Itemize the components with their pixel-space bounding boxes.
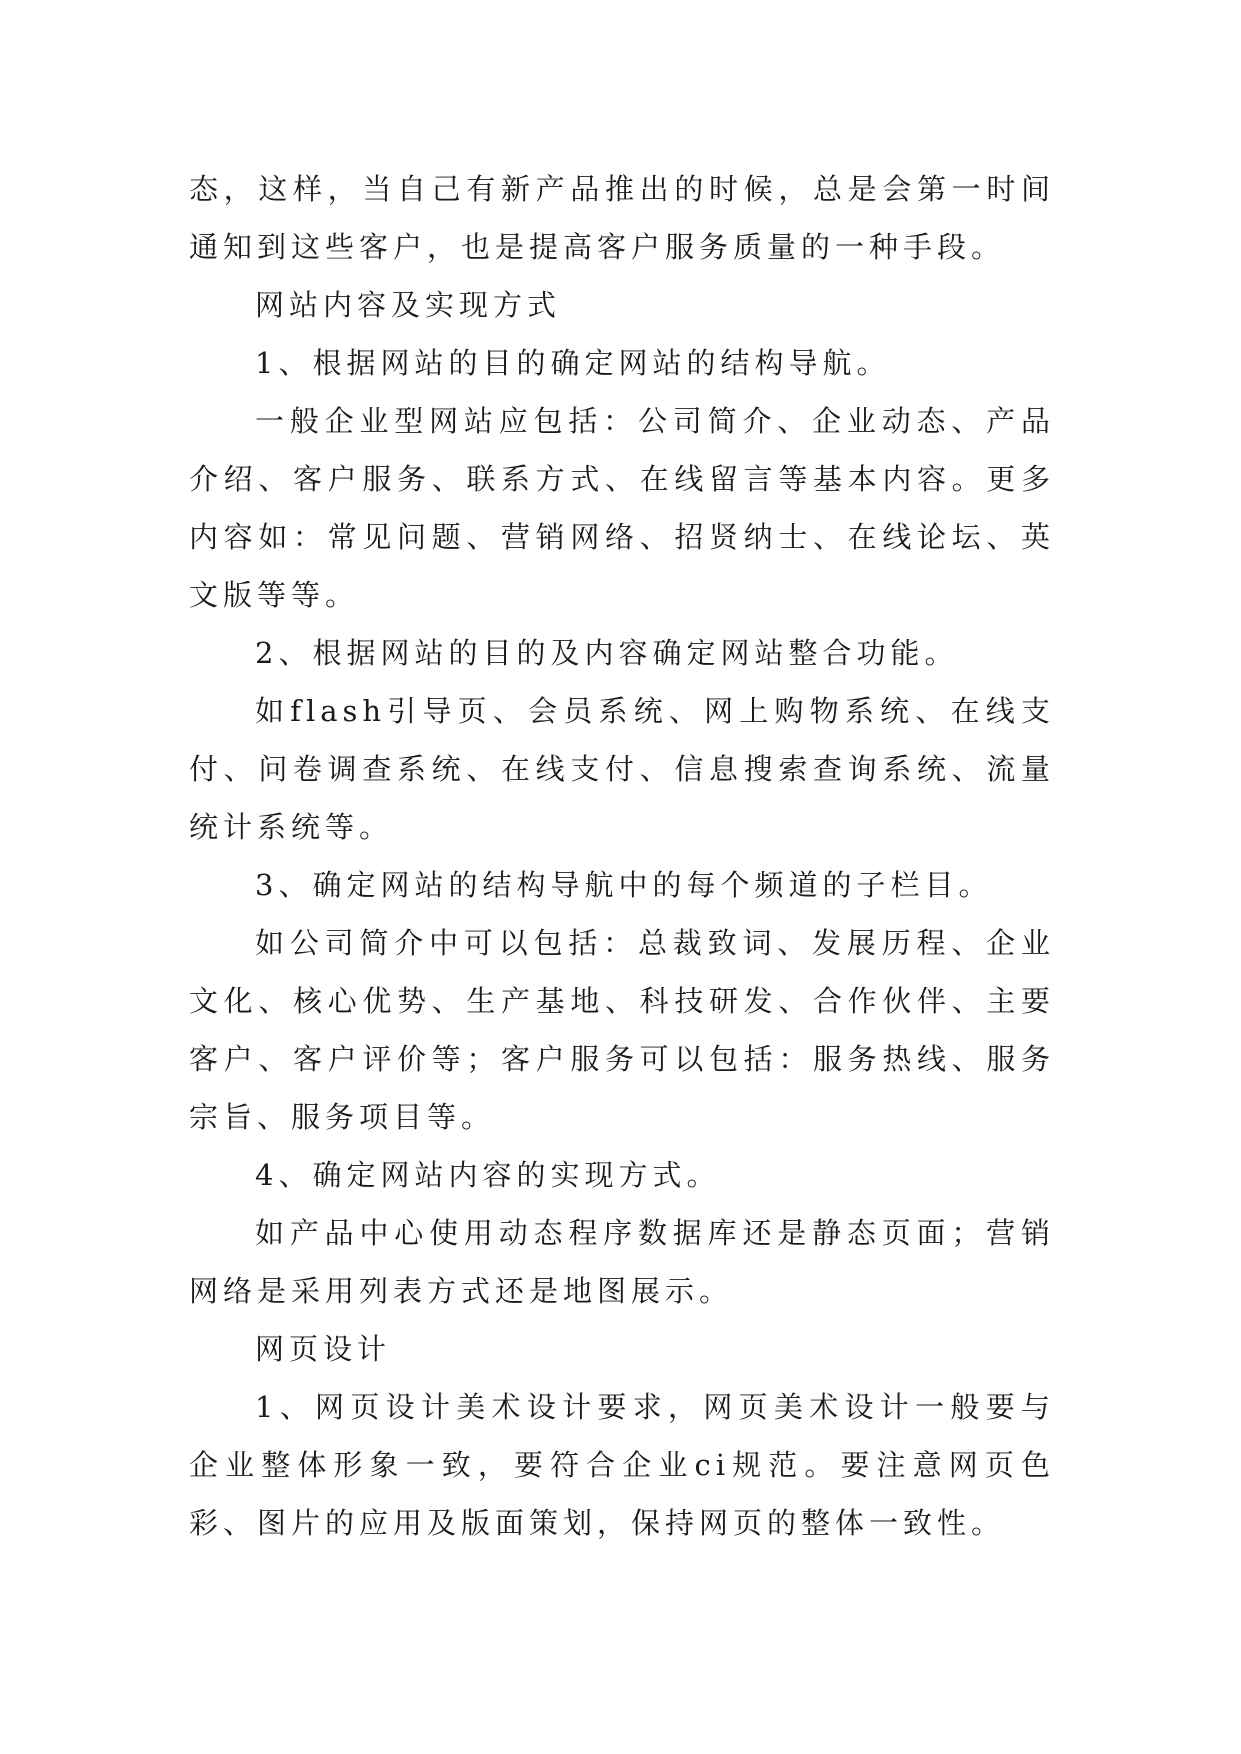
- document-body: [189, 160, 1055, 1552]
- paragraph-1: 态，这样，当自己有新产品推出的时候，总是会第一时间通知到这些客户，也是提高客户服务质量的一种手段。: [189, 172, 1055, 264]
- list-item-4-implementation: 4、确定网站内容的实现方式。: [255, 1158, 721, 1192]
- paragraph-sub-column-examples: 如公司简介中可以包括：总裁致词、发展历程、企业文化、核心优势、生产基地、科技研发、合作伙伴、主要客户、客户评价等；客户服务可以包括：服务热线、服务宗旨、服务项目等。: [189, 926, 1055, 1134]
- list-item-1-art-design: 1、网页设计美术设计要求，网页美术设计一般要与企业整体形象一致，要符合企业ci规范。要注意网页色彩、图片的应用及版面策划，保持网页的整体一致性。: [189, 1390, 1055, 1540]
- list-item-3-sub-columns: 3、确定网站的结构导航中的每个频道的子栏目。: [255, 868, 993, 902]
- paragraph-enterprise-site-contents: 一般企业型网站应包括：公司简介、企业动态、产品介绍、客户服务、联系方式、在线留言等基本内容。更多内容如：常见问题、营销网络、招贤纳士、在线论坛、英文版等等。: [189, 404, 1055, 612]
- paragraph-implementation-examples: 如产品中心使用动态程序数据库还是静态页面；营销网络是采用列表方式还是地图展示。: [189, 1216, 1055, 1308]
- section-heading-website-content: 网站内容及实现方式: [255, 288, 562, 322]
- section-heading-web-design: 网页设计: [255, 1332, 392, 1366]
- list-item-1-structure-navigation: 1、根据网站的目的确定网站的结构导航。: [255, 346, 891, 380]
- list-item-2-integrated-functions: 2、根据网站的目的及内容确定网站整合功能。: [255, 636, 959, 670]
- paragraph-function-examples: 如flash引导页、会员系统、网上购物系统、在线支付、问卷调查系统、在线支付、信息搜索查询系统、流量统计系统等。: [189, 694, 1055, 844]
